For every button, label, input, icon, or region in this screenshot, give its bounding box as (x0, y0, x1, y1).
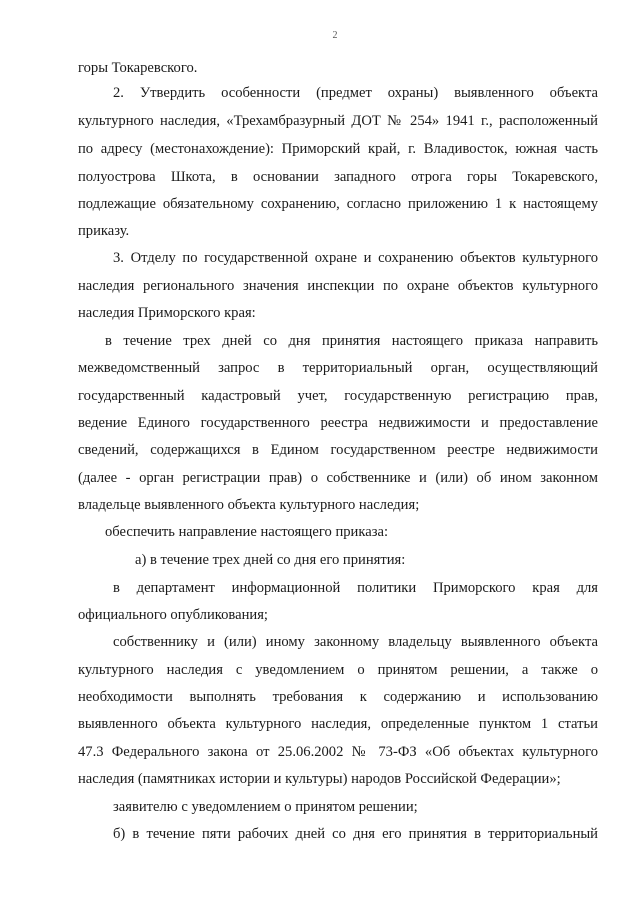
text-line: необходимости выполнять требования к содержанию и использованию (78, 689, 598, 705)
text-line: культурного наследия, «Трехамбразурный ДОТ № 254» 1941 г., расположенный (78, 113, 598, 129)
text-line: наследия Приморского края: (78, 305, 256, 321)
text-line: владельце выявленного объекта культурного наследия; (78, 497, 420, 513)
text-line: культурного наследия с уведомлением о принятом решении, а также о (78, 662, 598, 678)
text-line: официального опубликования; (78, 607, 268, 623)
text-line: обеспечить направление настоящего приказа: (105, 524, 389, 540)
text-line: заявителю с уведомлением о принятом решении; (113, 799, 418, 815)
text-line: собственнику и (или) иному законному владельцу выявленного объекта (113, 634, 598, 650)
text-line: 3. Отделу по государственной охране и сохранению объектов культурного (113, 250, 598, 266)
text-line: по адресу (местонахождение): Приморский край, г. Владивосток, южная часть (78, 141, 598, 157)
text-line: приказу. (78, 223, 130, 239)
text-line: 47.3 Федерального закона от 25.06.2002 № 73-ФЗ «Об объектах культурного (78, 744, 598, 760)
text-line: в течение трех дней со дня принятия настоящего приказа направить (105, 333, 598, 349)
text-line: а) в течение трех дней со дня его принятия: (135, 552, 406, 568)
text-line: ведение Единого государственного реестра недвижимости и предоставление (78, 415, 598, 431)
text-line: наследия регионального значения инспекции по охране объектов культурного (78, 278, 598, 294)
text-line: государственный кадастровый учет, государственную регистрацию прав, (78, 388, 598, 404)
text-line: наследия (памятниках истории и культуры) народов Российской Федерации»; (78, 771, 561, 787)
text-line: в департамент информационной политики Приморского края для (113, 580, 598, 596)
text-line: межведомственный запрос в территориальный орган, осуществляющий (78, 360, 598, 376)
text-line: горы Токаревского. (78, 60, 198, 76)
text-line: сведений, содержащихся в Едином государственном реестре недвижимости (78, 442, 598, 458)
text-line: подлежащие обязательному сохранению, согласно приложению 1 к настоящему (78, 196, 598, 212)
text-line: выявленного объекта культурного наследия, определенные пунктом 1 статьи (78, 716, 598, 732)
text-line: 2. Утвердить особенности (предмет охраны) выявленного объекта (113, 85, 598, 101)
text-line: полуострова Шкота, в основании западного отрога горы Токаревского, (78, 169, 598, 185)
page-number: 2 (332, 30, 338, 41)
text-line: б) в течение пяти рабочих дней со дня его принятия в территориальный (113, 826, 598, 842)
text-line: (далее - орган регистрации прав) о собственнике и (или) об ином законном (78, 470, 598, 486)
